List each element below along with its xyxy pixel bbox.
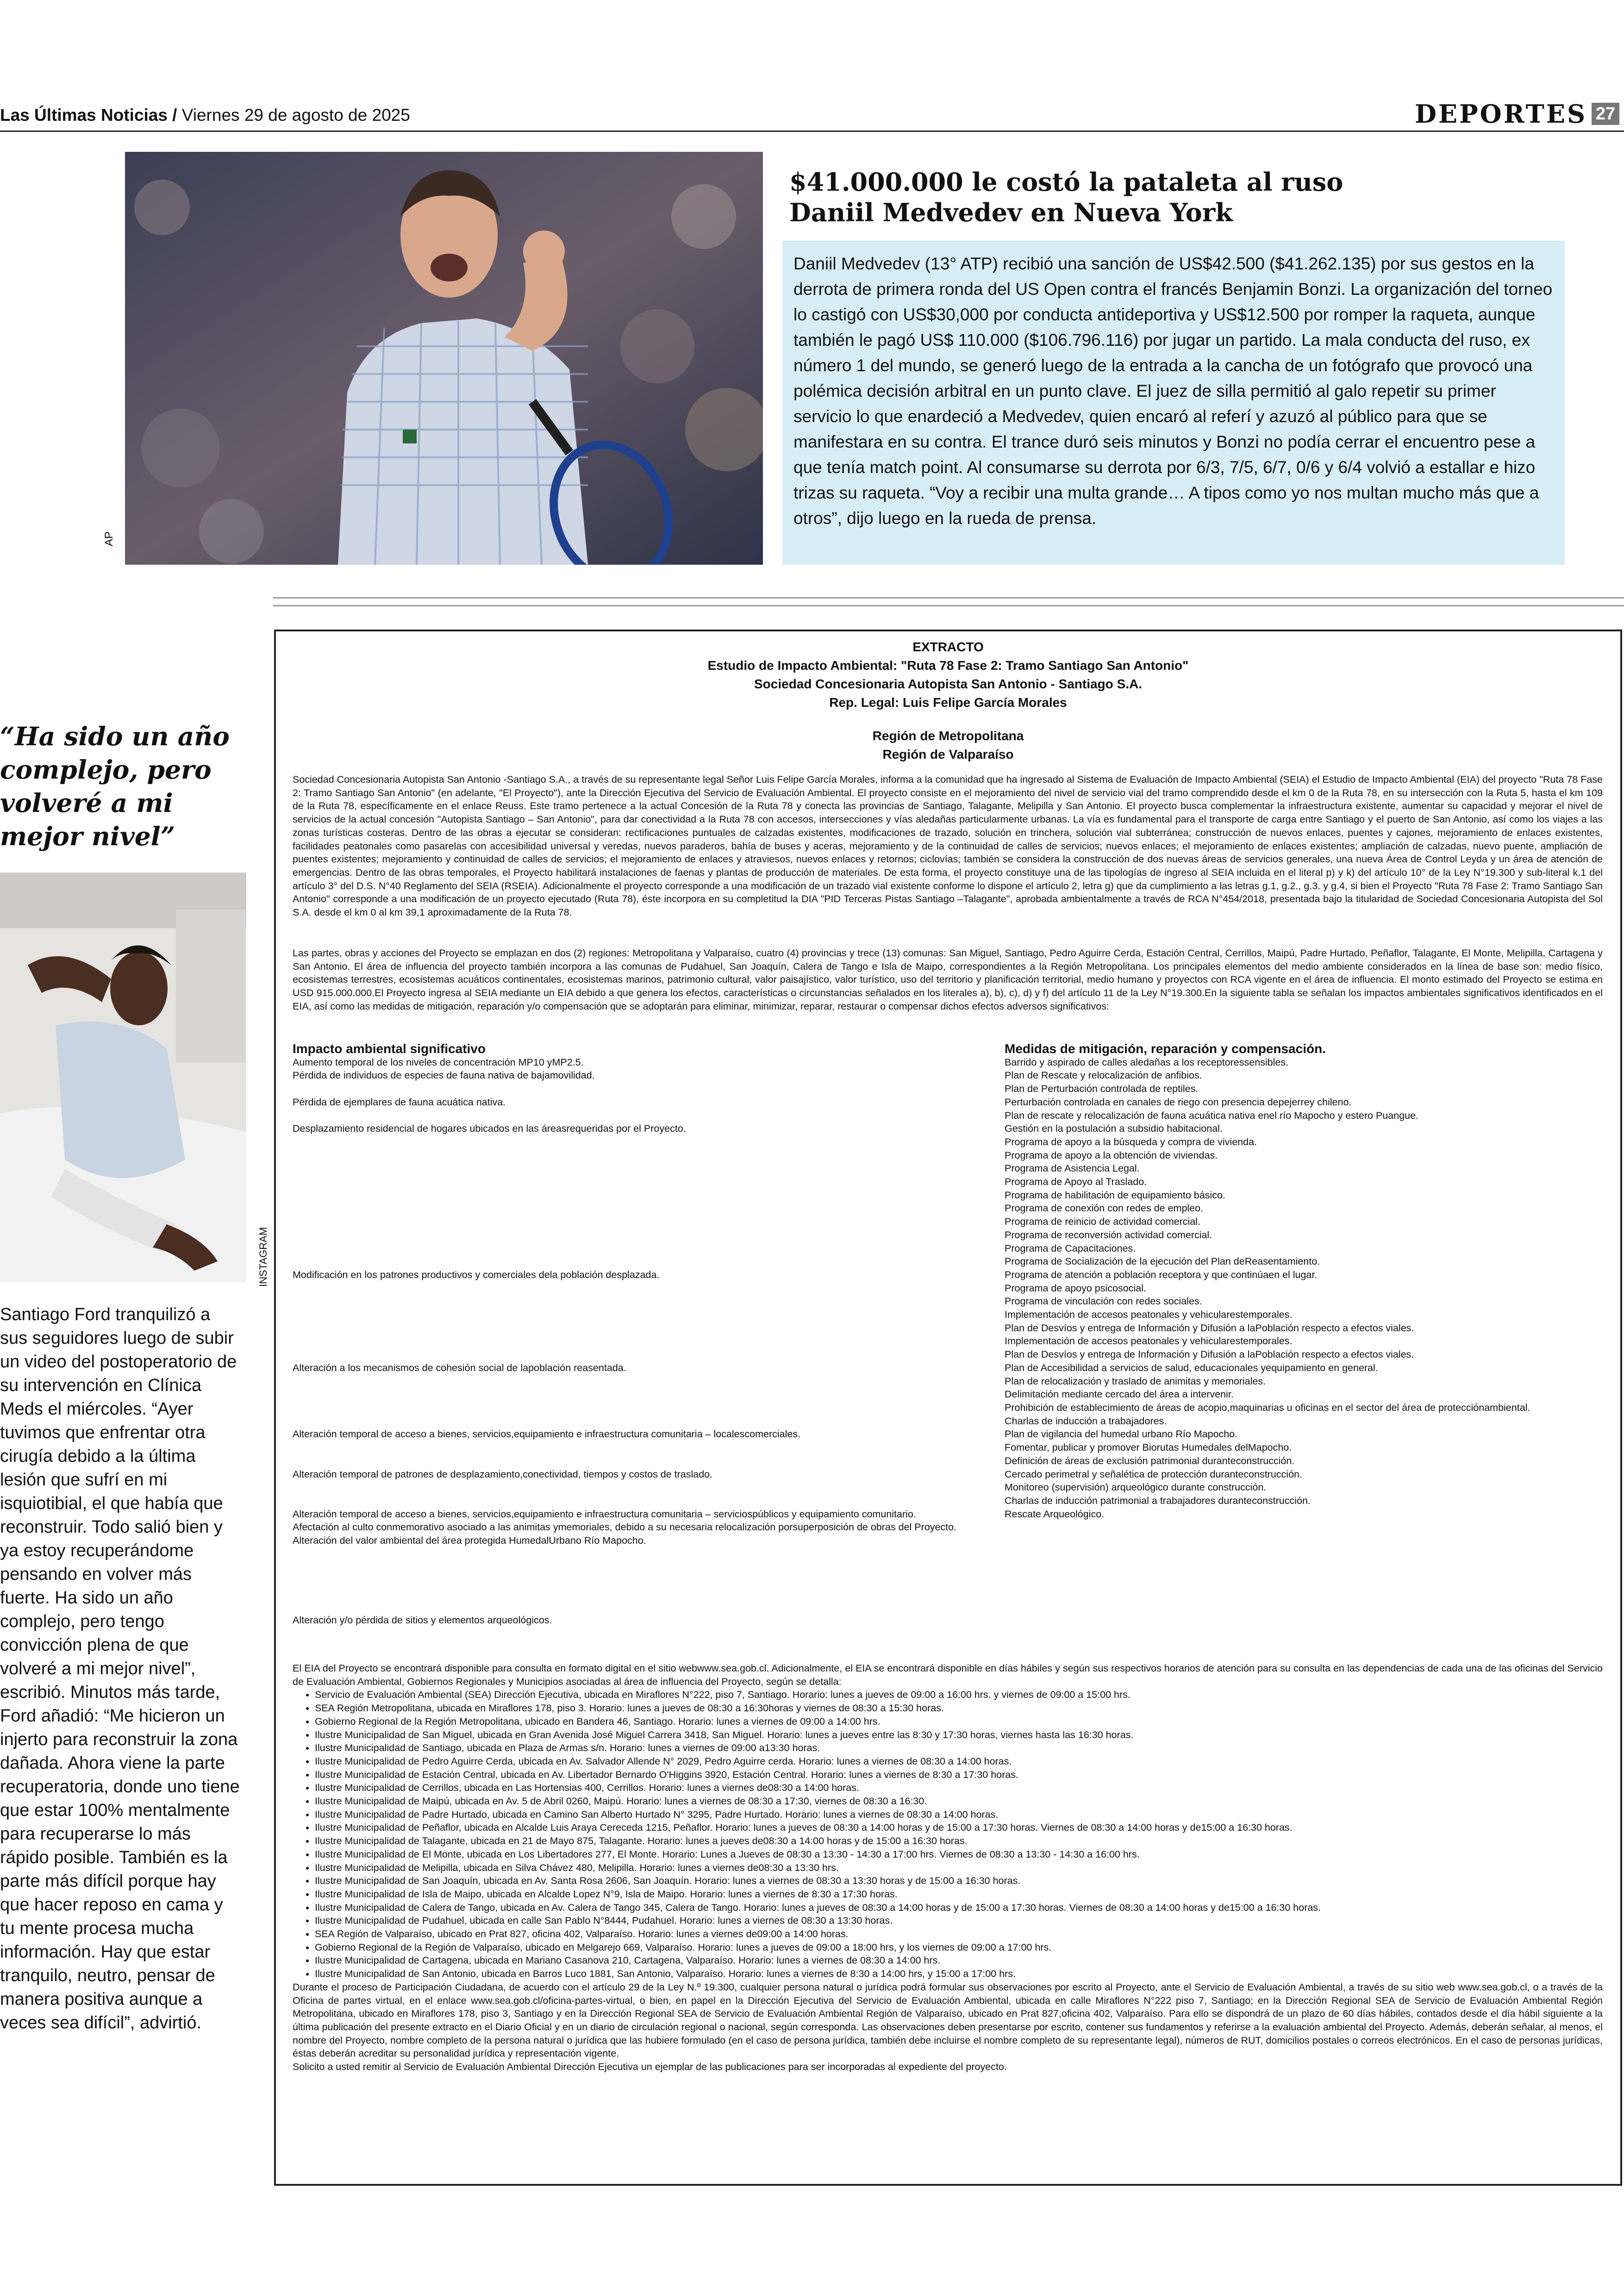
measure-item: Plan de vigilancia del humedal urbano Río Mapocho.	[1005, 1428, 1238, 1440]
measure-item: Programa de Asistencia Legal.	[1005, 1163, 1140, 1174]
measure-item: Definición de áreas de exclusión patrimonial duranteconstrucción.	[1005, 1455, 1295, 1466]
office-item: • Ilustre Municipalidad de Cerrillos, ubicada en Las Hortensias 400, Cerrillos. Horario: lunes a viernes de08:30 a 14:00 horas.	[315, 1781, 1603, 1795]
measure-item: Implementación de accesos peatonales y vehicularestemporales.	[1005, 1309, 1293, 1321]
measure-item: Fomentar, publicar y promover Biorutas Humedales delMapocho.	[1005, 1442, 1292, 1453]
extract-header	[274, 638, 1622, 712]
impact-item	[293, 1282, 996, 1295]
office-item: • Ilustre Municipalidad de Isla de Maipo, ubicada en Alcalde Lopez N°9, Isla de Maipo. Horario: lunes a viernes de 8:30 a 17:30 horas.	[315, 1888, 1603, 1901]
measure-item: Prohibición de establecimiento de áreas de acopio,maquinarias u oficinas en el sector del área de protecciónambiental.	[1005, 1402, 1530, 1413]
impact-item: Alteración del valor ambiental del área protegida HumedalUrbano Río Mapocho.	[293, 1535, 646, 1547]
measure-item: Rescate Arqueológico.	[1005, 1508, 1105, 1520]
office-item: • Ilustre Municipalidad de San Joaquín, ubicada en Av. Santa Rosa 2606, San Joaquín. Horario: lunes a viernes de 08:30 a 13:30 horas y de 15:00 a 16:30 horas.	[315, 1874, 1603, 1888]
office-item: • Ilustre Municipalidad de Estación Central, ubicada en Av. Libertador Bernardo O'Higgins 3920, Estación Central. Horario: lunes a viernes de 8:30 a 17:30 horas.	[315, 1768, 1603, 1782]
region-metropolitana: Región de Metropolitana	[872, 729, 1024, 743]
impact-item	[293, 1560, 996, 1574]
measure-item: Plan de Desvíos y entrega de Información y Difusión a laPoblación respecto a efectos viales.	[1005, 1349, 1414, 1360]
impact-item: Alteración a los mecanismos de cohesión social de lapoblación reasentada.	[293, 1362, 626, 1373]
measure-item: Programa de reconversión actividad comercial.	[1005, 1229, 1212, 1241]
impact-item	[293, 1175, 996, 1189]
office-item: • Ilustre Municipalidad de Melipilla, ubicada en Silva Chávez 480, Melipilla. Horario: lunes a viernes de08:30 a 13:30 hrs.	[315, 1861, 1603, 1875]
impact-item	[293, 1481, 996, 1494]
quote-headline: “Ha sido un año complejo, pero volveré a mi mejor nivel”	[0, 721, 230, 851]
measure-item: Barrido y aspirado de calles aledañas a los receptoressensibles.	[1005, 1056, 1289, 1068]
measures-column-title: Medidas de mitigación, reparación y compensación.	[1005, 1041, 1326, 1056]
extract-title: EXTRACTO	[912, 640, 984, 654]
measure-item: Delimitación mediante cercado del área a intervenir.	[1005, 1389, 1234, 1400]
office-item: • Gobierno Regional de la Región de Valparaíso, ubicado en Melgarejo 669, Valparaíso. Horario: lunes a jueves de 09:00 a 18:00 hrs, y los viernes de 09:00 a 17:00 hrs.	[315, 1941, 1603, 1954]
offices-list	[293, 1688, 1603, 1980]
measure-item: Monitoreo (supervisión) arqueológico durante construcción.	[1005, 1482, 1267, 1493]
office-item: • Ilustre Municipalidad de Talagante, ubicada en 21 de Mayo 875, Talagante. Horario: lunes a jueves de08:30 a 14:00 horas y de 15:00 a 16:30 horas.	[315, 1834, 1603, 1848]
office-item: • Servicio de Evaluación Ambiental (SEA) Dirección Ejecutiva, ubicada en Miraflores N°222, piso 7, Santiago. Horario: lunes a jueves de 09:00 a 16:00 hrs. y viernes de 09:00 a 15:00 hrs.	[315, 1688, 1603, 1702]
measures-column	[1005, 1042, 1606, 1521]
headline-line-1: $41.000.000 le costó la pataleta al ruso	[789, 167, 1343, 197]
impact-item	[293, 1082, 996, 1096]
measure-item: Programa de apoyo a la búsqueda y compra de vivienda.	[1005, 1136, 1257, 1148]
office-item: • Ilustre Municipalidad de El Monte, ubicada en Los Libertadores 277, El Monte. Horario: Lunes a Jueves de 08:30 a 13:30 - 14:30 a 17:00 hrs. Viernes de 08:30 a 13:30 - 14:30 a 16:00 hrs.	[315, 1848, 1603, 1861]
measure-item: Plan de Rescate y relocalización de anfibios.	[1005, 1070, 1202, 1081]
extract-regions	[274, 727, 1622, 764]
measure-item: Cercado perimetral y señalética de protección duranteconstrucción.	[1005, 1468, 1302, 1480]
impact-item: Alteración temporal de patrones de desplazamiento,conectividad, tiempos y costos de traslado.	[293, 1468, 713, 1480]
impact-item: Desplazamiento residencial de hogares ubicados en las áreasrequeridas por el Proyecto.	[293, 1123, 686, 1135]
office-item: • Ilustre Municipalidad de Peñaflor, ubicada en Alcalde Luis Araya Cereceda 1215, Peñaflor. Horario: lunes a jueves de 08:30 a 14:00 horas y de 15:00 a 17:30 horas. Viernes de 08:30 a 14:00 horas y de15:00 a 16:30 horas.	[315, 1821, 1603, 1834]
impact-item	[293, 1229, 996, 1242]
extract-study: Estudio de Impacto Ambiental: "Ruta 78 Fase 2: Tramo Santiago San Antonio"	[707, 658, 1189, 673]
impact-item	[293, 1375, 996, 1388]
medvedev-photo	[125, 152, 763, 565]
measure-item: Plan de Accesibilidad a servicios de salud, educacionales yequipamiento en general.	[1005, 1362, 1378, 1373]
section-title: DEPORTES	[1415, 99, 1587, 129]
office-item: • Ilustre Municipalidad de Padre Hurtado, ubicada en Camino San Alberto Hurtado N° 3295, Padre Hurtado. Horario: lunes a viernes de 08:30 a 14:00 horas.	[315, 1808, 1603, 1821]
availability-intro: El EIA del Proyecto se encontrará disponible para consulta en formato digital en el sitio webwww.sea.gob.cl. Adicionalmente, el EIA se encontrará disponible en días hábiles y según sus respectivos horarios de atención para su consulta en las dependencias de cada una de las oficinas del Servicio de Evaluación Ambiental, Gobiernos Regionales y Municipios asociadas al área de influencia del Proyecto, según se detalla:	[293, 1663, 1603, 1687]
impact-item: Alteración y/o pérdida de sitios y elementos arqueológicos.	[293, 1615, 552, 1626]
impacts-column	[293, 1042, 996, 1627]
impact-item	[293, 1242, 996, 1255]
measure-item: Implementación de accesos peatonales y vehicularestemporales.	[1005, 1335, 1293, 1347]
office-item: • Ilustre Municipalidad de San Antonio, ubicada en Barros Luco 1881, San Antonio, Valparaíso. Horario: lunes a viernes de 8:30 a 14:00 hrs, y 15:00 a 17:00 hrs.	[315, 1967, 1603, 1981]
office-item: • Ilustre Municipalidad de Pudahuel, ubicada en calle San Pablo N°8444, Pudahuel. Horario: lunes a viernes de 08:30 a 13:30 horas.	[315, 1914, 1603, 1927]
impact-item: Alteración temporal de acceso a bienes, servicios,equipamiento e infraestructura comunitaria – serviciospúblicos y equipamiento comunitario.	[293, 1508, 916, 1520]
impact-item: Pérdida de ejemplares de fauna acuática nativa.	[293, 1096, 506, 1108]
impacts-column-title: Impacto ambiental significativo	[293, 1041, 486, 1056]
measure-item: Programa de apoyo psicosocial.	[1005, 1282, 1146, 1294]
impact-item	[293, 1255, 996, 1268]
paper-name: Las Últimas Noticias /	[0, 106, 177, 125]
office-item: • Ilustre Municipalidad de Pedro Aguirre Cerda, ubicada en Av. Salvador Allende N° 2029, Pedro Aguirre cerda. Horario: lunes a viernes de 08:30 a 14:00 horas.	[315, 1755, 1603, 1768]
article-body-box	[782, 241, 1565, 565]
photo-credit: AP	[103, 531, 115, 546]
impact-item	[293, 1547, 996, 1561]
impacts-list	[293, 1056, 996, 1627]
region-valparaiso: Región de Valparaíso	[882, 747, 1014, 761]
impact-item	[293, 1215, 996, 1229]
measure-item: Charlas de inducción patrimonial a trabajadores duranteconstrucción.	[1005, 1495, 1311, 1506]
measure-item: Charlas de inducción a trabajadores.	[1005, 1415, 1167, 1427]
ford-article-body: Santiago Ford tranquilizó a sus seguidores luego de subir un video del postoperatorio de su intervención en Clínica Meds el miércoles. “Ayer tuvimos que enfrentar otra cirugía debido a la última lesión que sufrí en mi isquiotibial, el que había que reconstruir. Todo salió bien y ya estoy recuperándome pensando en volver más fuerte. Ha sido un año complejo, pero tengo convicción plena de que volveré a mi mejor nivel”, escribió. Minutos más tarde, Ford añadió: “Me hicieron un injerto para reconstruir la zona dañada. Ahora viene la parte recuperatoria, donde uno tiene que estar 100% mentalmente para recuperarse lo más rápido posible. También es la parte más difícil porque hay que hacer reposo en cama y tu mente procesa mucha información. Hay que estar tranquilo, neutro, pensar de manera positiva aunque a veces sea difícil”, advirtió.	[0, 1305, 240, 2033]
impact-item	[293, 1149, 996, 1162]
measure-item: Programa de Capacitaciones.	[1005, 1242, 1136, 1254]
impact-item	[293, 1494, 996, 1508]
impact-item	[293, 1601, 996, 1614]
impact-item	[293, 1322, 996, 1335]
measure-item: Gestión en la postulación a subsidio habitacional.	[1005, 1123, 1223, 1135]
closing-request: Solicito a usted remitir al Servicio de Evaluación Ambiental Dirección Ejecutiva un ejemplar de las publicaciones para ser incorporadas al expediente del proyecto.	[293, 2061, 1007, 2073]
measure-item: Programa de atención a población receptora y que continúaen el lugar.	[1005, 1269, 1318, 1280]
impact-item	[293, 1574, 996, 1587]
office-item: • SEA Región Metropolitana, ubicada en Miraflores 178, piso 3. Horario: lunes a jueves de 08:30 a 16:30horas y viernes de 08:30 a 15:30 horas.	[315, 1702, 1603, 1715]
extract-paragraph-1: Sociedad Concesionaria Autopista San Antonio -Santiago S.A., a través de su representante legal Señor Luis Felipe García Morales, informa a la comunidad que ha ingresado al Sistema de Evaluación de Impacto Ambiental (SEIA) el Estudio de Impacto Ambiental (EIA) del proyecto "Ruta 78 Fase 2: Tramo Santiago San Antonio" (en adelante, "El Proyecto"), ante la Dirección Ejecutiva del Servicio de Evaluación Ambiental. El proyecto consiste en el mejoramiento del nivel de servicio vial del tramo comprendido desde el km 0 de la Ruta 78, en su intersección con la Ruta 5, hasta el km 109 de la Ruta 78, específicamente en el enlace Reuss. Este tramo pertenece a la actual Concesión de la Ruta 78 y conecta las provincias de Santiago, Talagante, Melipilla y San Antonio. El proyecto busca complementar la infraestructura existente, aumentar su capacidad y mejorar el nivel de servicios de la actual concesión "Autopista Santiago – San Antonio", para dar conectividad a la Ruta 78 con accesos, intersecciones y vías aledañas particularmente urbanas. La vía es fundamental para el transporte de carga entre Santiago y el puerto de San Antonio, así como los viajes a las zonas turísticas costeras. Dentro de las obras a ejecutar se consideran: rectificaciones puntuales de calzadas existentes, modificaciones de trazado, solución en trinchera, solución vial subterránea; construcción de nuevos enlaces, puentes y cajones, mejoramiento de enlaces existentes, facilidades peatonales como pasarelas con accesibilidad universal y veredas, nuevos paraderos, bahía de buses y aceras, mejoramiento y de la continuidad de calles de servicios; nuevos enlaces; el mejoramiento de enlaces existentes; ampliación de calzadas, nuevo puente, ampliación de puentes existentes; mejoramiento y continuidad de calles de servicios; el mejoramiento de enlaces y atraviesos, nuevos enlaces y retornos; ciclovías; también se considera la construcción de dos nuevas áreas de servicios generales, una nueva Área de Control Leyda y un área de atención de emergencias. Dentro de las obras temporales, el Proyecto habilitará instalaciones de faenas y plantas de producción de materiales. De esta forma, el proyecto constituye una de las tipologías de ingreso al SEIA incluida en el literal p) y k) del artículo 10° de la Ley N°19.300 y sub-literal k.1 del artículo 3° del D.S. N°40 Reglamento del SEIA (RSEIA). Adicionalmente el proyecto corresponde a una modificación de un trazado vial existente conforme lo dispone el artículo 2, letra g) que da cumplimiento a las letras g.1, g.2., g.3. y g.4, si bien el Proyecto "Ruta 78 Fase 2: Tramo Santiago San Antonio" corresponde a una modificación de un proyecto ejecutado (Ruta 78), éste incorpora en su completitud la DIA "PID Terceras Pistas Santiago –Talagante", aprobada ambientalmente a través de RCA N°454/2018, presentada bajo la titularidad de Sociedad Concesionaria Autopista del Sol S.A. desde el km 0 al km 39,1 aproximadamente de la Ruta 78.	[293, 774, 1603, 918]
headline-line-2: Daniil Medvedev en Nueva York	[789, 198, 1233, 227]
impact-item	[293, 1587, 996, 1601]
measure-item: Plan de Desvíos y entrega de Información y Difusión a laPoblación respecto a efectos viales.	[1005, 1322, 1414, 1334]
impact-item	[293, 1335, 996, 1348]
measure-item: Plan de Perturbación controlada de reptiles.	[1005, 1083, 1199, 1095]
impact-item: Alteración temporal de acceso a bienes, servicios,equipamiento e infraestructura comunitaria – localescomerciales.	[293, 1428, 801, 1440]
office-item: • Ilustre Municipalidad de San Miguel, ubicada en Gran Avenida José Miguel Carrera 3418, San Miguel. Horario: lunes a jueves entre las 8:30 y 17:30 horas, viernes hasta las 16:30 horas.	[315, 1728, 1603, 1742]
impact-item: Aumento temporal de los niveles de concentración MP10 yMP2.5.	[293, 1056, 584, 1068]
measures-list	[1005, 1056, 1606, 1521]
impact-item	[293, 1202, 996, 1215]
extract-company: Sociedad Concesionaria Autopista San Antonio - Santiago S.A.	[754, 677, 1143, 691]
impact-item: Afectación al culto conmemorativo asociado a las animitas ymemoriales, debido a su necesaria relocalización porsuperposición de obras del Proyecto.	[293, 1522, 957, 1533]
article-headline	[789, 167, 1512, 228]
measure-item: Programa de habilitación de equipamiento básico.	[1005, 1189, 1225, 1201]
measure-item: Perturbación controlada en canales de riego con presencia depejerrey chileno.	[1005, 1096, 1352, 1108]
impact-item: Pérdida de individuos de especies de fauna nativa de bajamovilidad.	[293, 1070, 595, 1081]
impact-item	[293, 1109, 996, 1123]
ford-hospital-photo	[0, 873, 246, 1282]
masthead	[0, 106, 410, 125]
impact-item	[293, 1401, 996, 1415]
measure-item: Programa de apoyo a la obtención de viviendas.	[1005, 1149, 1218, 1161]
extract-availability	[293, 1662, 1603, 2074]
header-rule	[0, 131, 1624, 132]
measure-item: Programa de Socialización de la ejecución del Plan deReasentamiento.	[1005, 1256, 1320, 1267]
extract-rep: Rep. Legal: Luis Felipe García Morales	[829, 695, 1067, 710]
extract-paragraph-2: Las partes, obras y acciones del Proyecto se emplazan en dos (2) regiones: Metropolitana y Valparaíso, cuatro (4) provincias y trece (13) comunas: San Miguel, Santiago, Pedro Aguirre Cerda, Estación Central, Cerrillos, Maipú, Padre Hurtado, Peñaflor, Talagante, El Monte, Melipilla, Cartagena y San Antonio. El área de influencia del proyecto también incorpora a las comunas de Pudahuel, San Joaquín, Calera de Tango e Isla de Maipo, correspondientes a la Región Metropolitana. Los principales elementos del medio ambiente considerados en la línea de base son: medio físico, ecosistemas terrestres, ecosistemas acuáticos continentales, ecosistemas marinos, patrimonio cultural, valor paisajístico, valor turístico, uso del territorio y planificación territorial, medio humano y proyectos con RCA vigente en el área de influencia. El monto estimado del Proyecto se estima en USD 915.000.000.El Proyecto ingresa al SEIA mediante un EIA debido a que genera los efectos, características o circunstancias señalados en los literales a), b), c), d) y f) del artículo 11 de la Ley N°19.300.En la siguiente tabla se señalan los impactos ambientales significativos identificados en el EIA, así como las medidas de mitigación, reparación y/o compensación que se adoptarán para eliminar, minimizar, reparar, restaurar o compensar dichos efectos adversos significativos:	[293, 948, 1603, 1012]
impact-item	[293, 1135, 996, 1149]
impact-item	[293, 1295, 996, 1308]
measure-item: Plan de rescate y relocalización de fauna acuática nativa enel río Mapocho y estero Puangue.	[1005, 1110, 1419, 1121]
impact-item	[293, 1189, 996, 1202]
office-item: • Gobierno Regional de la Región Metropolitana, ubicado en Bandera 46, Santiago. Horario: lunes a viernes de 09:00 a 14:00 hrs.	[315, 1715, 1603, 1728]
office-item: • Ilustre Municipalidad de Calera de Tango, ubicada en Av. Calera de Tango 345, Calera de Tango. Horario: lunes a jueves de 08:30 a 14:00 horas y de 15:00 a 17:30 horas. Viernes de 08:30 a 14:00 horas y de15:00 a 16:30 horas.	[315, 1901, 1603, 1915]
measure-item: Programa de vinculación con redes sociales.	[1005, 1296, 1202, 1307]
impact-item	[293, 1162, 996, 1175]
measure-item: Programa de Apoyo al Traslado.	[1005, 1176, 1147, 1188]
impact-item: Modificación en los patrones productivos y comerciales dela población desplazada.	[293, 1269, 660, 1280]
impact-item	[293, 1348, 996, 1361]
impact-item	[293, 1415, 996, 1428]
section-divider	[273, 597, 1624, 606]
impact-item	[293, 1388, 996, 1401]
page-number: 27	[1592, 103, 1619, 125]
participation-paragraph: Durante el proceso de Participación Ciudadana, de acuerdo con el artículo 29 de la Ley N.º 19.300, cualquier persona natural o jurídica podrá formular sus observaciones por escrito al Proyecto, ante el Servicio de Evaluación Ambiental, a través de su sitio web www.sea.gob.cl, o a través de la Oficina de partes virtual, en el enlace www.sea.gob.cl/oficina-partes-virtual, o bien, en papel en la Dirección Ejecutiva del Servicio de Evaluación Ambiental, ubicada en calle Miraflores N°222 piso 7, Santiago; en la Dirección Regional SEA de Servicio de Evaluación Ambiental Región Metropolitana, ubicado en Miraflores 178, piso 3, Santiago y en la Dirección Regional SEA de Servicio de Evaluación Ambiental Región de Valparaíso, ubicado en Prat 827,oficina 402, Valparaíso. Para ello se dispondrá de un plazo de 60 días hábiles, contados desde el día hábil siguiente a la última publicación del presente extracto en el Diario Oficial y en un diario de circulación regional o nacional, según corresponda. Las observaciones deben presentarse por escrito, contener sus fundamentos y referirse a la evaluación ambiental del Proyecto. Además, deberán señalar, al menos, el nombre del Proyecto, nombre completo de la persona natural o jurídica que las hubiere formulado (en el caso de persona jurídica, también debe incluirse el nombre completo de su representante legal), números de RUT, domicilios postales o correos electrónicos. En el caso de personas jurídicas, éstas deberán acreditar su personalidad jurídica y representación vigente.	[293, 1981, 1603, 2059]
office-item: • Ilustre Municipalidad de Maipú, ubicada en Av. 5 de Abril 0260, Maipú. Horario: lunes a viernes de 08:30 a 17:30, viernes de 08:30 a 16:30.	[315, 1795, 1603, 1808]
office-item: • SEA Región de Valparaíso, ubicado en Prat 827, oficina 402, Valparaíso. Horario: lunes a viernes de09:00 a 14:00 horas.	[315, 1927, 1603, 1941]
issue-date: Viernes 29 de agosto de 2025	[181, 106, 410, 125]
measure-item: Programa de conexión con redes de empleo.	[1005, 1203, 1204, 1214]
impact-item	[293, 1441, 996, 1454]
impact-item	[293, 1308, 996, 1322]
office-item: • Ilustre Municipalidad de Cartagena, ubicada en Mariano Casanova 210, Cartagena, Valparaíso. Horario: lunes a viernes de 08:30 a 14:00 hrs.	[315, 1954, 1603, 1967]
article-body: Daniil Medvedev (13° ATP) recibió una sanción de US$42.500 ($41.262.135) por sus gestos en la derrota de primera ronda del US Open contra el francés Benjamin Bonzi. La organización del torneo lo castigó con US$30,000 por conducta antideportiva y US$12.500 por romper la raqueta, aunque también le pagó US$ 110.000 ($106.796.116) por jugar un partido. La mala conducta del ruso, ex número 1 del mundo, se generó luego de la entrada a la cancha de un fotógrafo que provocó una polémica decisión arbitral en un punto clave. El juez de silla permitió al galo repetir su primer servicio lo que enardeció a Medvedev, quien encaró al referí y azuzó al público para que se manifestara en su contra. El trance duró seis minutos y Bonzi no podía cerrar el encuentro pese a que tenía match point. Al consumarse su derrota por 6/3, 7/5, 6/7, 0/6 y 6/4 volvió a estallar e hizo trizas su raqueta. “Voy a recibir una multa grande… A tipos como yo nos multan mucho más que a otros”, dijo luego en la rueda de prensa.	[793, 254, 1553, 528]
measure-item: Programa de reinicio de actividad comercial.	[1005, 1216, 1201, 1228]
impact-item	[293, 1454, 996, 1468]
photo-credit-instagram: INSTAGRAM	[257, 1227, 269, 1287]
office-item: • Ilustre Municipalidad de Santiago, ubicada en Plaza de Armas s/n. Horario: lunes a viernes de 09:00 a13:30 horas.	[315, 1741, 1603, 1755]
measure-item: Plan de relocalización y traslado de animitas y memoriales.	[1005, 1375, 1266, 1387]
